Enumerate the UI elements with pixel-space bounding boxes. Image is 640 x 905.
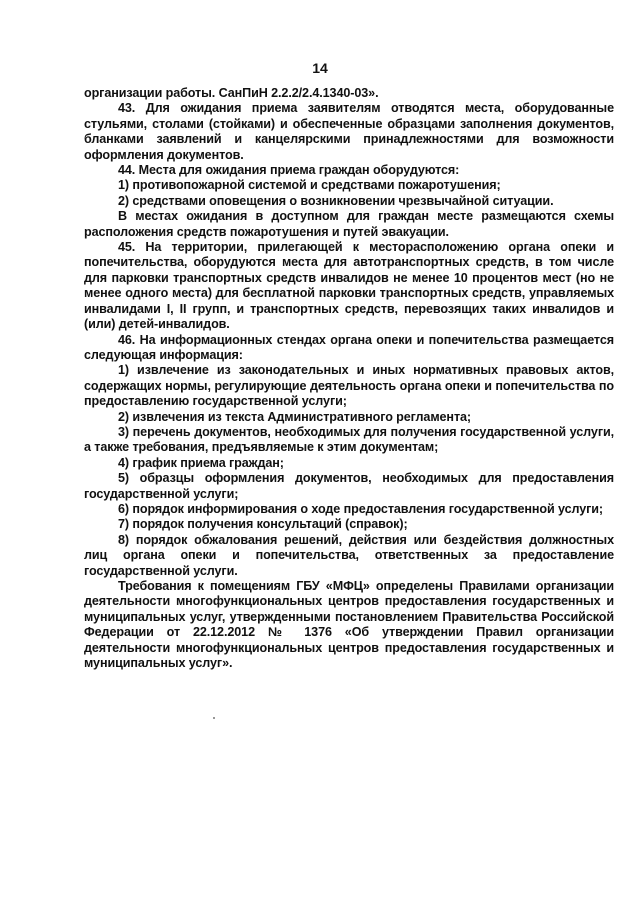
paragraph: 5) образцы оформления документов, необходимых для предоставления государственной услуги; <box>84 471 614 501</box>
paragraph: организации работы. СанПиН 2.2.2/2.4.1340-03». <box>84 86 379 100</box>
paragraph: Требования к помещениям ГБУ «МФЦ» определены Правилами организации деятельности многофункциональных центров предоставления государственных и муниципальных услуг, утвержденными постановлением Правительства Российской Федерации от 22.12.2012 № 1376 «Об утверждении Правил организации деятельности многофункциональных центров предоставления государственных и муниципальных услуг». <box>84 579 614 671</box>
document-body <box>84 86 614 671</box>
paragraph: 2) средствами оповещения о возникновении чрезвычайной ситуации. <box>118 193 554 208</box>
paragraph: 3) перечень документов, необходимых для получения государственной услуги, а также требования, предъявляемые к этим документам; <box>84 424 614 455</box>
paragraph: 43. Для ожидания приема заявителям отводятся места, оборудованные стульями, столами (стойками) и обеспеченные образцами заполнения документов, бланками заявлений и канцелярскими принадлежностями для возможности оформления документов. <box>84 101 614 162</box>
paragraph: 1) противопожарной системой и средствами пожаротушения; <box>118 178 501 193</box>
scan-speck <box>213 717 215 719</box>
paragraph: 1) извлечение из законодательных и иных нормативных правовых актов, содержащих нормы, регулирующие деятельность органа опеки и попечительства по предоставлению государственной услуги; <box>84 363 614 409</box>
paragraph: 45. На территории, прилегающей к месторасположению органа опеки и попечительства, оборудуются места для автотранспортных средств, в том числе для парковки транспортных средств инвалидов не менее 10 процентов мест (но не менее одного места) для бесплатной парковки транспортных средств, управляемых инвалидами I, II групп, и транспортных средств, перевозящих таких инвалидов и (или) детей-инвалидов. <box>84 240 614 332</box>
paragraph: 2) извлечения из текста Административного регламента; <box>118 409 472 424</box>
paragraph: 44. Места для ожидания приема граждан оборудуются: <box>118 163 460 178</box>
paragraph: 6) порядок информирования о ходе предоставления государственной услуги; <box>118 501 604 516</box>
paragraph: 4) график приема граждан; <box>118 455 284 470</box>
paragraph: 46. На информационных стендах органа опеки и попечительства размещается следующая информация: <box>84 332 614 362</box>
page-number: 14 <box>312 60 328 76</box>
paragraph: 7) порядок получения консультаций (справок); <box>118 517 408 532</box>
paragraph: В местах ожидания в доступном для граждан месте размещаются схемы расположения средств пожаротушения и путей эвакуации. <box>84 209 614 239</box>
paragraph: 8) порядок обжалования решений, действия или бездействия должностных лиц органа опеки и попечительства, ответственных за предоставление государственной услуги. <box>84 532 614 578</box>
